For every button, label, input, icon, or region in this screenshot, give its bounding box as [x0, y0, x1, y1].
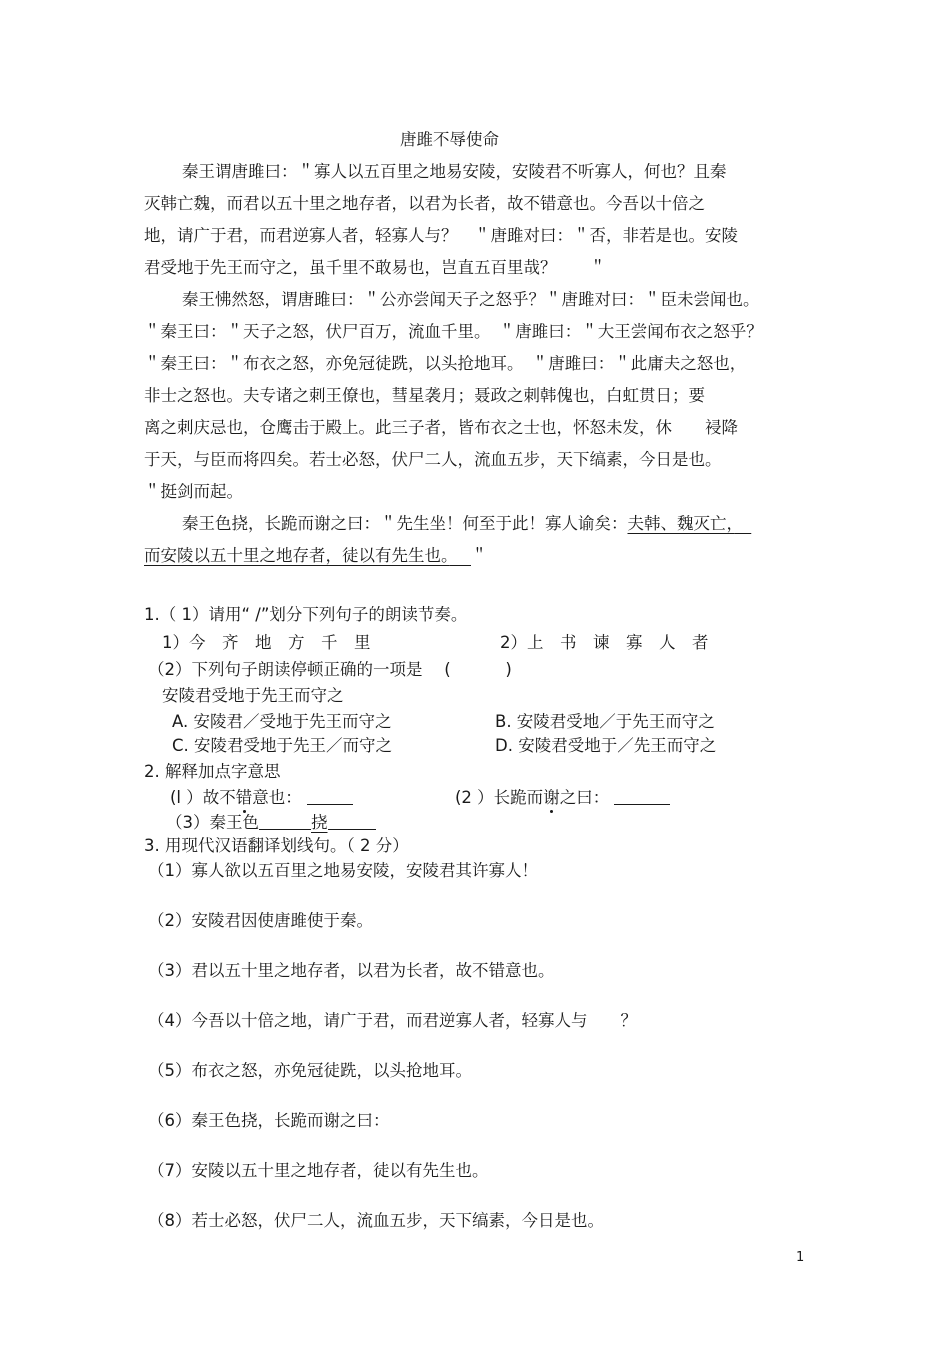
option-b: B. 安陵君受地／于先王而守之: [495, 712, 715, 731]
dotted-character: 谢: [543, 788, 560, 807]
option-a: A. 安陵君／受地于先王而守之: [172, 712, 392, 731]
question-2-item-3: （3）秦王色 挠: [166, 813, 376, 833]
passage-line: 非士之怒也。夫专诸之刺王僚也，彗星袭月；聂政之刺韩傀也，白虹贯日；要: [144, 386, 705, 405]
answer-blank[interactable]: [614, 788, 670, 805]
option-c: C. 安陵君受地于先王／而守之: [172, 736, 393, 755]
document-title: 唐雎不辱使命: [400, 130, 499, 149]
option-d: D. 安陵君受地于／先王而守之: [495, 736, 717, 755]
translation-item: （6）秦王色挠，长跪而谢之曰：: [148, 1111, 390, 1130]
passage-line: 秦王谓唐雎曰：＂寡人以五百里之地易安陵，安陵君不听寡人，何也？且秦: [182, 162, 727, 181]
passage-line: 于天，与臣而将四矣。若士必怒，伏尸二人，流血五步，天下缟素，今日是也。: [144, 450, 722, 469]
question-2-heading: 2. 解释加点字意思: [144, 762, 281, 781]
passage-line: ＂秦王曰：＂天子之怒，伏尸百万，流血千里。 ＂唐雎曰：＂大王尝闻布衣之怒乎？: [144, 322, 763, 341]
passage-line: ＂挺剑而起。: [144, 482, 243, 501]
passage-line: 离之刺庆忌也，仓鹰击于殿上。此三子者，皆布衣之士也，怀怒未发，休 祲降: [144, 418, 738, 437]
question-1-item-1: 1）今 齐 地 方 千 里: [162, 633, 371, 652]
translation-item: （4）今吾以十倍之地，请广于君，而君逆寡人者，轻寡人与 ？: [148, 1011, 637, 1030]
answer-blank[interactable]: [328, 813, 376, 830]
passage-text: 秦王色挠，长跪而谢之曰：＂先生坐！何至于此！寡人谕矣：: [182, 514, 628, 533]
question-3-heading: 3. 用现代汉语翻译划线句。（ 2 分）: [144, 836, 409, 855]
passage-line: 秦王怫然怒，谓唐雎曰：＂公亦尝闻天子之怒乎？＂唐雎对曰：＂臣未尝闻也。: [182, 290, 760, 309]
translation-item: （1）寡人欲以五百里之地易安陵，安陵君其许寡人！: [148, 861, 538, 880]
translation-item: （2）安陵君因使唐雎使于秦。: [148, 911, 373, 930]
question-1-sentence: 安陵君受地于先王而守之: [162, 686, 344, 705]
passage-line: 灭韩亡魏，而君以五十里之地存者，以君为长者，故不错意也。今吾以十倍之: [144, 194, 705, 213]
closing-quote: ＂: [471, 546, 488, 565]
translation-item: （7）安陵以五十里之地存者，徒以有先生也。: [148, 1161, 489, 1180]
passage-line-underlined: [182, 514, 751, 534]
answer-blank[interactable]: [307, 788, 353, 805]
question-2-item-1: (l ）故不错意也：: [170, 788, 353, 808]
passage-line: 君受地于先王而守之，虽千里不敢易也，岂直五百里哉？ ＂: [144, 258, 606, 277]
question-1-sub-2: （2）下列句子朗读停顿正确的一项是 ( ): [148, 660, 512, 679]
question-2-item-2: (2 ）长跪而谢之曰：: [455, 788, 670, 808]
translation-item: （3）君以五十里之地存者，以君为长者，故不错意也。: [148, 961, 555, 980]
passage-line: ＂秦王曰：＂布衣之怒，亦免冠徒跣，以头抢地耳。 ＂唐雎曰：＂此庸夫之怒也，: [144, 354, 747, 373]
question-1-item-2: 2）上 书 谏 寡 人 者: [500, 633, 709, 652]
translation-item: （5）布衣之怒，亦免冠徒跣，以头抢地耳。: [148, 1061, 472, 1080]
page-number: 1: [796, 1250, 805, 1265]
answer-blank[interactable]: [259, 813, 311, 830]
underlined-sentence: 而安陵以五十里之地存者，徒以有先生也。: [144, 546, 450, 565]
underlined-word: 挠: [311, 813, 328, 832]
underlined-sentence: 夫韩、魏灭亡，: [627, 514, 735, 533]
question-1-heading: 1.（ 1）请用“ /”划分下列句子的朗读节奏。: [144, 605, 468, 624]
translation-item: （8）若士必怒，伏尸二人，流血五步，天下缟素，今日是也。: [148, 1211, 604, 1230]
dotted-character: 错: [235, 788, 253, 807]
passage-line: 地，请广于君，而君逆寡人者，轻寡人与？ ＂唐雎对曰：＂否，非若是也。安陵: [144, 226, 738, 245]
passage-line-underlined: [144, 546, 488, 566]
